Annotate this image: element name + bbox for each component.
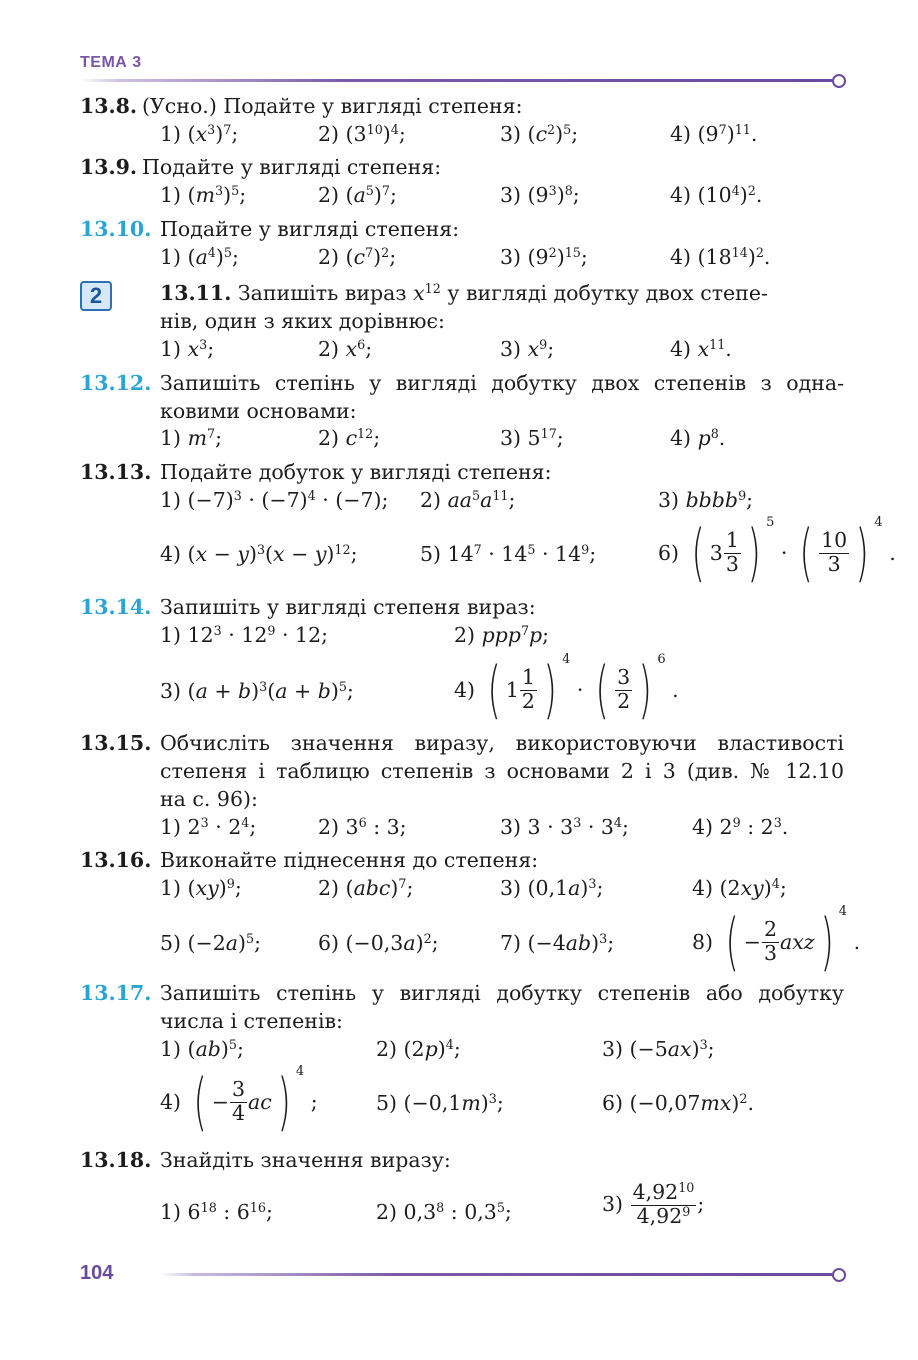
item: 3) bbbb$^9$; [658, 488, 754, 512]
item: 2) ppp$^7$p; [454, 623, 550, 647]
footer-rule-end-icon [832, 1268, 846, 1282]
item: 3) $(-5ax)^3$; [602, 1037, 715, 1061]
item: 2) $(2p)^4$; [376, 1037, 461, 1061]
item: 8) ( − 2 3 axz ) 4 . [692, 904, 861, 978]
item: 5) $14^7 \cdot 14^5 \cdot 14^9$; [420, 542, 597, 566]
item: 1) $12^3 \cdot 12^9 \cdot 12$; [160, 623, 329, 647]
item: 3) $x^9$; [500, 337, 555, 361]
exercise-text: Запишіть вираз [237, 281, 407, 305]
exercise-text: числа і степенів: [160, 1009, 343, 1033]
item: 3) $3 \cdot 3^3 \cdot 3^4$; [500, 815, 629, 839]
item: 3) 4,92$^{10}$ 4,92$^9$ ; [602, 1180, 705, 1228]
exercise-text: Запишіть у вигляді степеня вираз: [160, 595, 536, 619]
item: 4) $p^8$. [670, 426, 726, 450]
difficulty-level-badge: 2 [80, 281, 112, 311]
exercise-number: 13.8. [80, 94, 138, 118]
exercise-text: Виконайте піднесення до степеня: [160, 848, 539, 872]
exercise-number: 13.17. [80, 981, 152, 1005]
item: 6) $(-0,3a)^2$; [318, 931, 439, 955]
exercise-number: 13.14. [80, 595, 152, 619]
exercise-line: 13.11. Запишіть вираз $x^{12}$ у вигляді добутку двох степе- [160, 281, 768, 305]
item: 1) $(x^3)^7$; [160, 122, 239, 146]
item: 2) $0,3^8$ : $0,3^5$; [376, 1200, 512, 1224]
exercise-number: 13.9. [80, 155, 138, 179]
item: 2) $c^{12}$; [318, 426, 381, 450]
item: 4) ( 1 1 2 ) 4 · ( 3 2 ) 6 . [454, 652, 679, 726]
item: 3) $(c^2)^5$; [500, 122, 579, 146]
exercise-text: Знайдіть значення виразу: [160, 1148, 451, 1172]
exercise-text: Подайте у вигляді степеня: [142, 155, 442, 179]
item: 4) $(9^7)^{11}$. [670, 122, 758, 146]
exercise-text: на с. 96): [160, 787, 258, 811]
item: 1) $m^7$; [160, 426, 223, 450]
item: 4) $(x - y)^3(x - y)^{12}$; [160, 542, 358, 566]
item: 2) $x^6$; [318, 337, 373, 361]
item: 6) ( 3 1 3 ) 5 · ( 10 3 ) 4 . [658, 515, 896, 589]
exercise-text: Подайте добуток у вигляді степеня: [160, 460, 552, 484]
item: 1) $(m^3)^5$; [160, 183, 247, 207]
exercise-text: (Усно.) Подайте у вигляді степеня: [142, 94, 523, 118]
item: 5) $(-0,1m)^3$; [376, 1091, 504, 1115]
item: 2) $(c^7)^2$; [318, 245, 397, 269]
item: 3) $5^{17}$; [500, 426, 564, 450]
item: 2) $(3^{10})^4$; [318, 122, 406, 146]
exercise-number: 13.18. [80, 1148, 152, 1172]
item: 4) $(2xy)^4$; [692, 876, 787, 900]
exercise-text: ковими основами: [160, 399, 357, 423]
exercise-number: 13.12. [80, 371, 152, 395]
item: 4) ( − 3 4 ac ) 4 ; [160, 1064, 318, 1138]
header-rule [80, 79, 832, 82]
item: 1) $(-7)^3 \cdot (-7)^4 \cdot (-7)$; [160, 488, 389, 512]
item: 2) $3^6$ : 3; [318, 815, 407, 839]
exercise-text: у вигляді добутку двох степе- [447, 281, 768, 305]
item: 4) $(10^4)^2$. [670, 183, 763, 207]
exercise-text: степеня і таблицю степенів з основами 2 і 3 (див. № 12.10 [160, 759, 844, 783]
item: 2) (abc)$^7$; [318, 876, 414, 900]
exercise-number: 13.15. [80, 731, 152, 755]
exercise-text: Запишіть степінь у вигляді добутку степенів або добутку [160, 981, 844, 1005]
section-header: ТЕМА 3 [80, 54, 142, 71]
item: 6) $(-0,07mx)^2$. [602, 1091, 755, 1115]
exercise-text: нів, один з яких дорівнює: [160, 309, 445, 333]
item: 1) (ab)$^5$; [160, 1037, 244, 1061]
exercise-text: Подайте у вигляді степеня: [160, 217, 460, 241]
item: 3) $(0,1a)^3$; [500, 876, 604, 900]
item: 5) $(-2a)^5$; [160, 931, 262, 955]
exercise-text: Запишіть степінь у вигляді добутку двох степенів з одна- [160, 371, 844, 395]
exercise-number: 13.11. [160, 281, 232, 305]
footer-rule [160, 1273, 832, 1276]
item: 2) $(a^5)^7$; [318, 183, 397, 207]
item: 4) $(18^{14})^2$. [670, 245, 771, 269]
exercise-number: 13.10. [80, 217, 152, 241]
header-rule-end-icon [832, 74, 846, 88]
item: 1) $x^3$; [160, 337, 215, 361]
item: 3) $(a + b)^3(a + b)^5$; [160, 679, 354, 703]
item: 4) $2^9$ : $2^3$. [692, 815, 789, 839]
item: 2) $aa^5a^{11}$; [420, 488, 516, 512]
item: 1) (xy)$^9$; [160, 876, 242, 900]
item: 3) $(9^2)^{15}$; [500, 245, 588, 269]
exercise-number: 13.16. [80, 848, 152, 872]
item: 7) $(-4ab)^3$; [500, 931, 615, 955]
item: 1) $6^{18}$ : $6^{16}$; [160, 1200, 273, 1224]
exercise-number: 13.13. [80, 460, 152, 484]
item: 1) $(a^4)^5$; [160, 245, 239, 269]
page-number: 104 [80, 1262, 114, 1284]
item: 1) $2^3 \cdot 2^4$; [160, 815, 257, 839]
item: 3) $(9^3)^8$; [500, 183, 580, 207]
item: 4) $x^{11}$. [670, 337, 732, 361]
exercise-text: Обчисліть значення виразу, використовуючи властивості [160, 731, 844, 755]
